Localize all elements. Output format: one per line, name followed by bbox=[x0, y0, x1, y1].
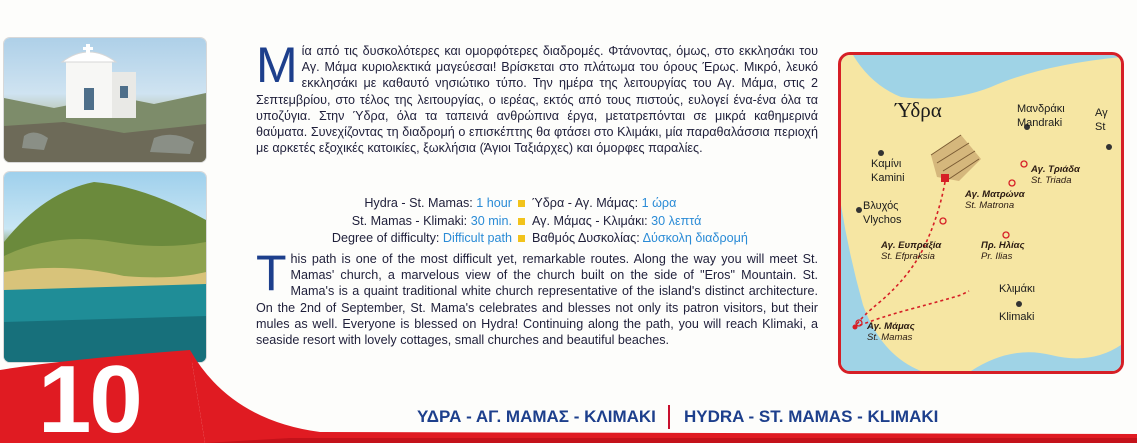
map-vlychos-gr: Βλυχός bbox=[863, 200, 899, 212]
map-matrona-en: St. Matrona bbox=[965, 200, 1015, 211]
yellow-bullet-icon bbox=[518, 235, 525, 242]
map-vlychos-en: Vlychos bbox=[863, 214, 902, 226]
route-info-row bbox=[256, 213, 818, 231]
coast-photo bbox=[4, 172, 206, 362]
klimaki-dot-icon bbox=[1016, 301, 1022, 307]
yellow-bullet-icon bbox=[518, 200, 525, 207]
route-info-row bbox=[256, 195, 818, 213]
map-edge-en: St bbox=[1095, 121, 1106, 133]
chapel-illustration bbox=[4, 38, 206, 162]
map-efpraxia-en: St. Efpraksia bbox=[881, 251, 935, 262]
greek-dropcap: Μ bbox=[256, 37, 298, 93]
yellow-bullet-icon bbox=[518, 218, 525, 225]
en-label: Degree of difficulty: bbox=[331, 231, 440, 245]
gr-value: 30 λεπτά bbox=[651, 213, 702, 228]
map-kamini-gr: Καμίνι bbox=[871, 158, 902, 170]
hydra-town-marker bbox=[941, 174, 949, 182]
gr-label: Αγ. Μάμας - Κλιμάκι: bbox=[532, 213, 648, 228]
coast-illustration bbox=[4, 172, 206, 362]
map-edge-gr: Αγ bbox=[1095, 107, 1108, 119]
english-paragraph-text: his path is one of the most difficult yet, remarkable routes. Along the way you will meet St. Mamas' church, a marvelous view of the church built on the side of "Eros" Mountain. St. Mama's is a quaint traditional white church representative of the island's distinct architecture. On the 2nd of September, St. Mama's celebrates and blesses not only its patron visitors, but their mules as well. Everyone is blessed on Hydra! Continuing along the path, you will reach Klimaki, a seaside resort with lovely cottages, small churches and beautiful beaches. bbox=[256, 252, 818, 348]
route-info-gr bbox=[532, 213, 701, 231]
en-value: Difficult path bbox=[442, 231, 512, 245]
gr-label: Βαθμός Δυσκολίας: bbox=[532, 231, 640, 245]
greek-paragraph-text: ία από τις δυσκολότερες και ομορφότερες διαδρομές. Φτάνοντας, όμως, στο εκκλησάκι του Αγ. Μάμα κυριολεκτικά μαγεύεσαι! Βρίσκεται στο πλάτωμα του όρους Έρως. Μικρό, λευκό εκκλησάκι με καθαυτό νησιώτικο τύπο. Την ημέρα της λειτουργίας του Αγ. Μάμα, στις 2 Σεπτεμβρίου, στο τέλος της λειτουργίας, ο ιερέας, εκτός από τους πιστούς, ευλογεί ένα-ένα όλα τα υποζύγια. Στην Ύδρα, όλα τα ταπεινά ανθρώπινα έργα, μετατρεπόνται σε μικρά καθημερινά θαύματα. Συνεχίζοντας τη διαδρομή ο επισκέπτης θα φτάσει στο Κλιμάκι, μία παραθαλάσσια περιοχή με αρκετές εξοχικές κατοικίες, ξωκλήσια (Άγιοι Ταξιάρχες) και όμορφες παραλίες. bbox=[256, 44, 818, 156]
greek-paragraph bbox=[256, 37, 818, 156]
en-label: Hydra - St. Mamas: bbox=[364, 196, 473, 210]
map-mamas-en: St. Mamas bbox=[867, 332, 913, 343]
route-info-en bbox=[352, 213, 512, 231]
map-kamini-en: Kamini bbox=[871, 172, 905, 184]
map-mandraki-gr: Μανδράκι bbox=[1017, 103, 1065, 115]
gr-value: Δύσκολη διαδρομή bbox=[642, 231, 748, 245]
en-label: St. Mamas - Klimaki: bbox=[351, 213, 468, 228]
route-title-greek: ΥΔΡΑ - ΑΓ. ΜΑΜΑΣ - ΚΛΙΜΑΚΙ bbox=[417, 407, 656, 426]
route-map bbox=[838, 52, 1124, 374]
route-info-gr bbox=[532, 195, 676, 213]
chapel-photo bbox=[4, 38, 206, 162]
map-town-label: Ύδρα bbox=[895, 98, 942, 122]
edge-dot-icon bbox=[1106, 144, 1112, 150]
route-info-row bbox=[256, 230, 818, 248]
map-klimaki-gr: Κλιμάκι bbox=[999, 283, 1035, 295]
english-paragraph bbox=[256, 245, 818, 348]
route-title-english: HYDRA - ST. MAMAS - KLIMAKI bbox=[684, 407, 939, 426]
route-title bbox=[400, 404, 960, 430]
map-matrona-gr: Αγ. Ματρώνα bbox=[965, 189, 1025, 200]
gr-value: 1 ώρα bbox=[641, 196, 677, 210]
map-mandraki-en: Mandraki bbox=[1017, 117, 1063, 129]
page-number: 10 bbox=[38, 346, 141, 443]
title-divider bbox=[668, 405, 670, 429]
map-ilias-gr: Πρ. Ηλίας bbox=[981, 240, 1025, 251]
gr-label: Ύδρα - Αγ. Μάμας: bbox=[532, 196, 639, 210]
map-triada-en: St. Triada bbox=[1031, 175, 1072, 186]
map-triada-gr: Αγ. Τριάδα bbox=[1031, 164, 1080, 175]
map-mamas-gr: Αγ. Μάμας bbox=[867, 321, 915, 332]
en-value: 30 min. bbox=[470, 213, 512, 228]
en-value: 1 hour bbox=[476, 196, 512, 210]
route-info bbox=[256, 195, 818, 248]
english-dropcap: T bbox=[256, 245, 287, 301]
kamini-dot-icon bbox=[878, 150, 884, 156]
route-info-gr bbox=[532, 230, 748, 248]
map-klimaki-en: Klimaki bbox=[999, 311, 1035, 323]
vlychos-dot-icon bbox=[856, 207, 862, 213]
route-info-en bbox=[364, 195, 512, 213]
map-ilias-en: Pr. Ilias bbox=[981, 251, 1013, 262]
map-efpraxia-gr: Αγ. Ευπραξία bbox=[881, 240, 942, 251]
route-info-en bbox=[332, 230, 512, 248]
